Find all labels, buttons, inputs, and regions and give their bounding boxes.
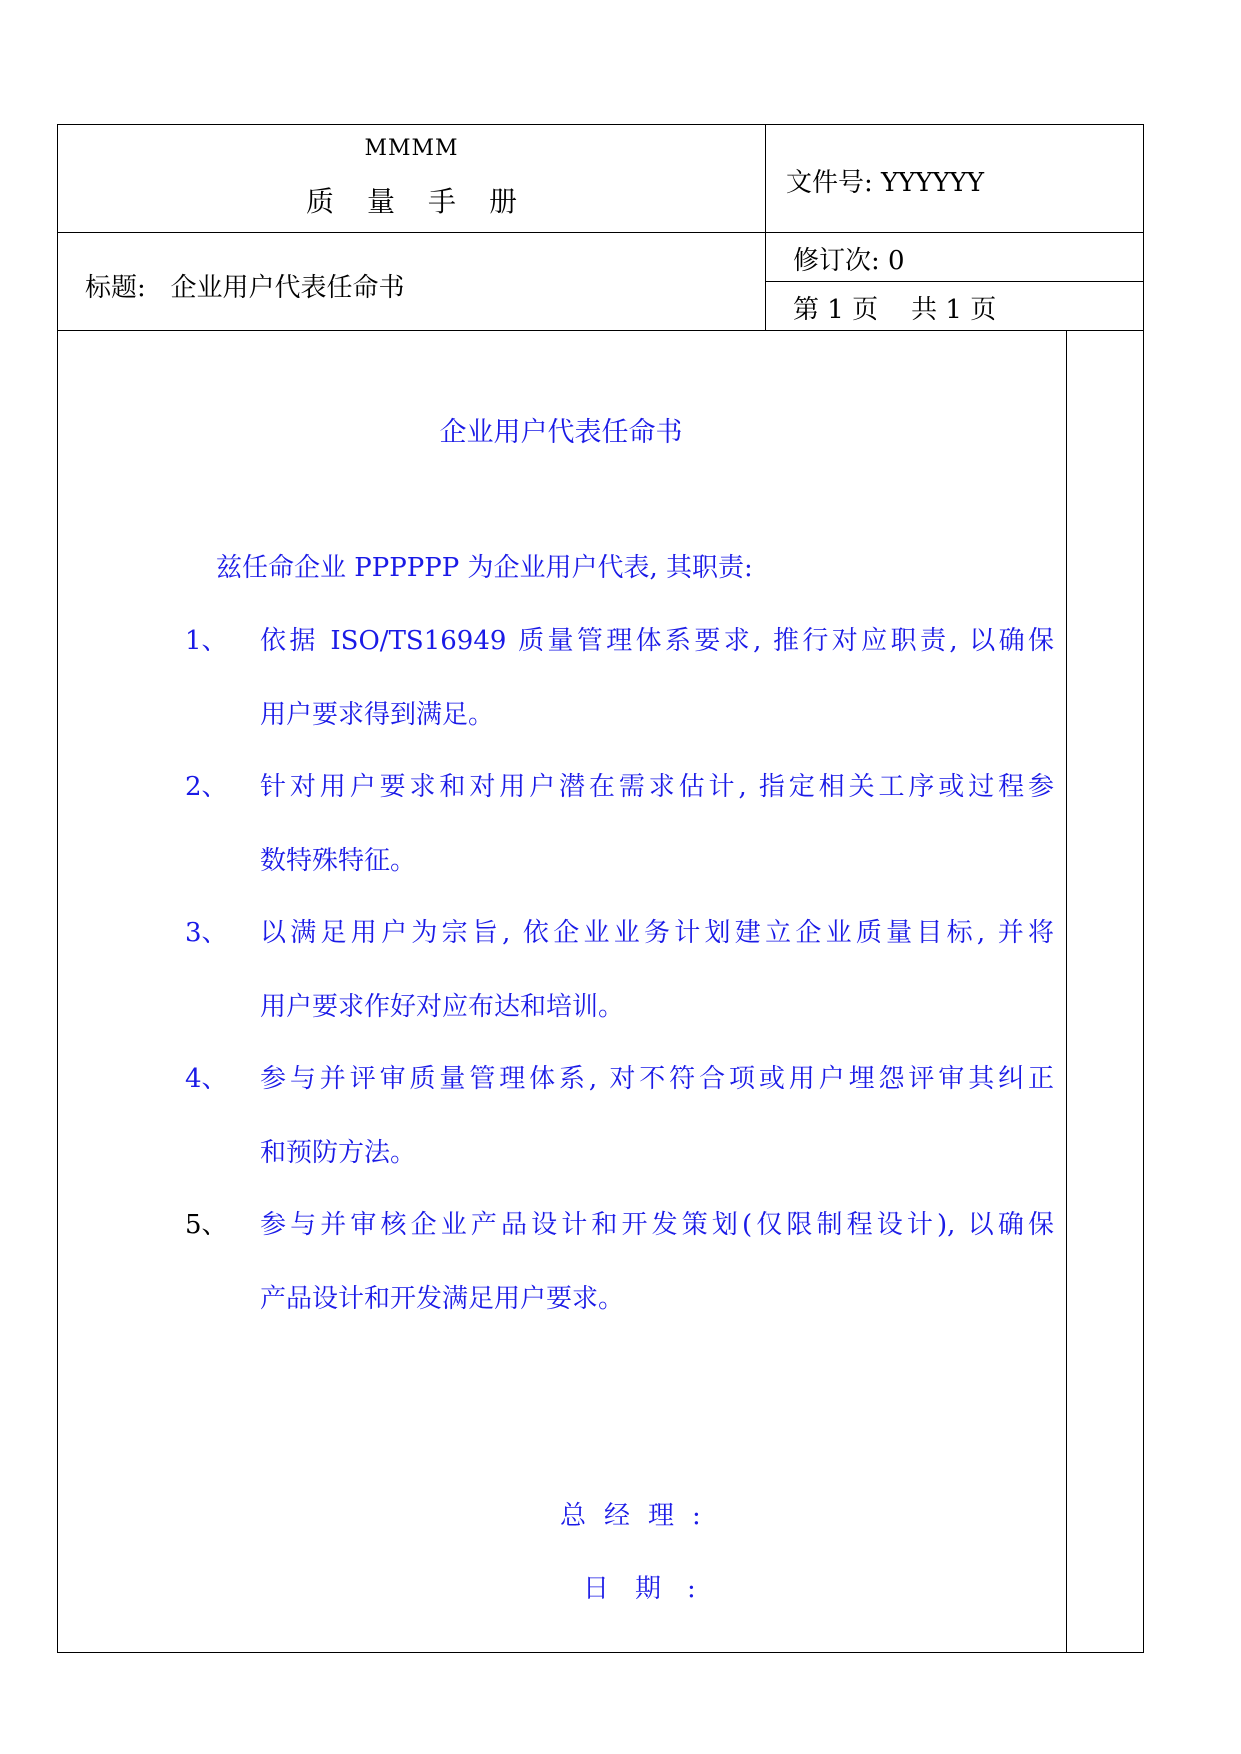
document-title: 企业用户代表任命书 xyxy=(439,417,683,448)
duty-text-line: 针对用户要求和对用户潜在需求估计, 指定相关工序或过程参 xyxy=(260,772,1054,802)
header-column-divider xyxy=(765,124,766,331)
table-left-border xyxy=(57,124,58,1653)
duty-number: 5、 xyxy=(185,1210,228,1240)
document-subject: 标题: 企业用户代表任命书 xyxy=(85,273,405,303)
duty-number: 4、 xyxy=(185,1064,228,1094)
manual-title: 质量手册 xyxy=(305,185,550,218)
table-top-border xyxy=(57,124,1144,125)
document-number: 文件号: YYYYYY xyxy=(786,168,985,198)
header-bottom-border xyxy=(57,330,1144,331)
duty-text-line: 产品设计和开发满足用户要求。 xyxy=(260,1284,625,1314)
body-margin-column xyxy=(1066,330,1067,1653)
duty-text-line: 参与并审核企业产品设计和开发策划(仅限制程设计), 以确保 xyxy=(260,1210,1054,1240)
page-info: 第 1 页 共 1 页 xyxy=(793,295,997,325)
duty-number: 2、 xyxy=(185,772,228,802)
date-label: 日期: xyxy=(583,1574,722,1604)
duty-text-line: 用户要求得到满足。 xyxy=(260,700,495,730)
duty-text-line: 依据 ISO/TS16949 质量管理体系要求, 推行对应职责, 以确保 xyxy=(260,626,1054,656)
revision-page-divider xyxy=(765,281,1144,282)
table-bottom-border xyxy=(57,1652,1144,1653)
duty-number: 3、 xyxy=(185,918,228,948)
appointment-statement: 兹任命企业 PPPPPP 为企业用户代表, 其职责: xyxy=(216,553,753,583)
table-right-border xyxy=(1143,124,1144,1653)
duty-text-line: 和预防方法。 xyxy=(260,1138,417,1168)
company-name: MMMM xyxy=(364,136,459,161)
duty-text-line: 数特殊特征。 xyxy=(260,846,417,876)
revision-number: 修订次: 0 xyxy=(793,246,905,276)
duty-text-line: 用户要求作好对应布达和培训。 xyxy=(260,992,625,1022)
header-row-divider xyxy=(57,232,1144,233)
duty-text-line: 以满足用户为宗旨, 依企业业务计划建立企业质量目标, 并将 xyxy=(260,918,1054,948)
duty-text-line: 参与并评审质量管理体系, 对不符合项或用户埋怨评审其纠正 xyxy=(260,1064,1054,1094)
general-manager-signature-label: 总经理: xyxy=(560,1501,719,1531)
duty-number: 1、 xyxy=(185,626,228,656)
